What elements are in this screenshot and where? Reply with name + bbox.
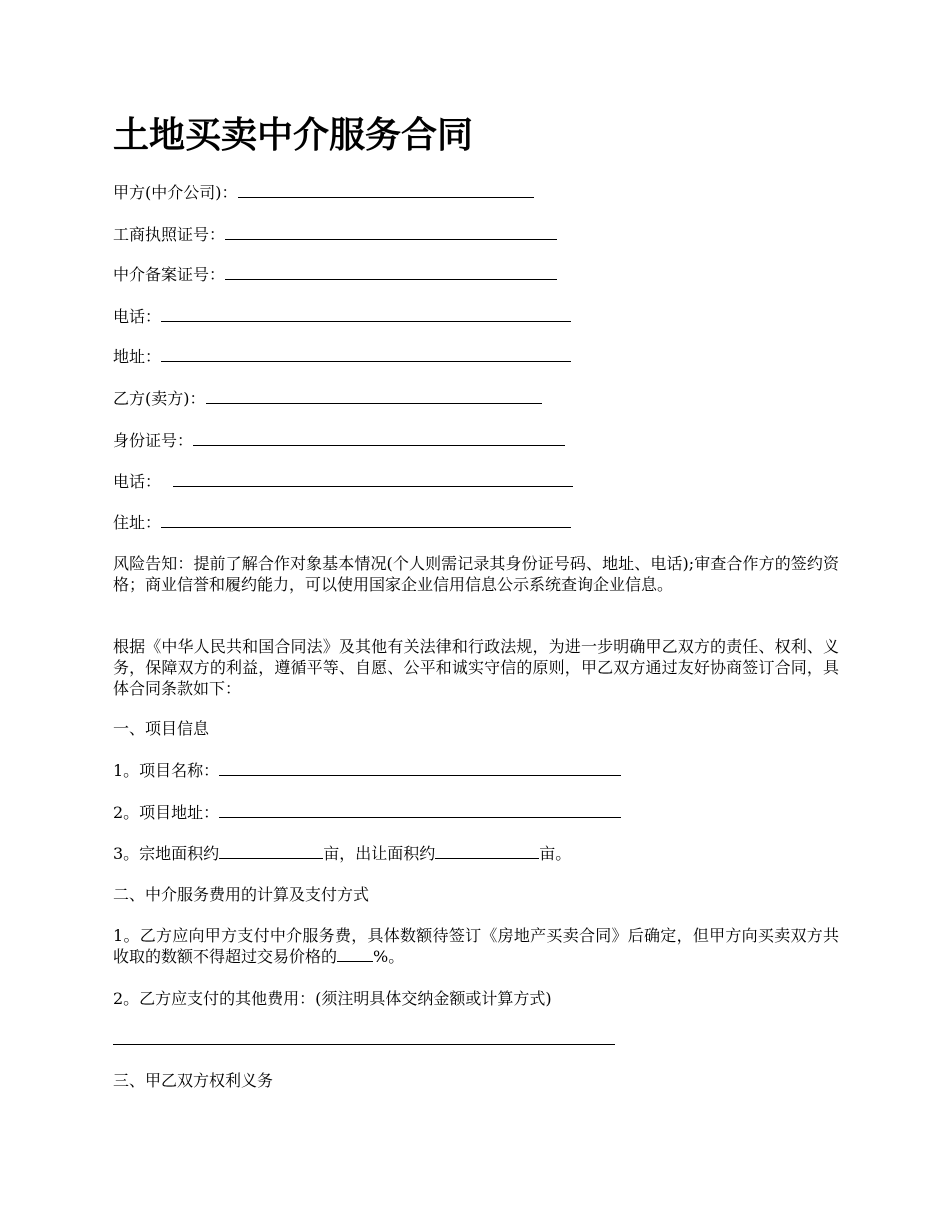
field-label: 电话： <box>113 307 162 326</box>
project-name-field <box>113 760 621 782</box>
fill-blank[interactable] <box>161 512 571 528</box>
preamble: 根据《中华人民共和国合同法》及其他有关法律和行政法规，为进一步明确甲乙双方的责任、权利、义务，保障双方的利益，遵循平等、自愿、公平和诚实守信的原则，甲乙双方通过友好协商签订合同，具体合同条款如下： <box>113 637 839 698</box>
section3-heading: 三、甲乙双方权利义务 <box>113 1071 274 1090</box>
field-address-a <box>113 346 571 368</box>
fill-blank[interactable] <box>173 471 573 487</box>
fill-blank[interactable] <box>238 182 534 198</box>
fee-clause <box>113 925 839 967</box>
fill-blank[interactable] <box>161 306 571 322</box>
field-label: 2。项目地址： <box>113 803 220 822</box>
fill-blank[interactable] <box>337 946 373 962</box>
field-phone-a <box>113 306 571 328</box>
field-party-b <box>113 388 542 410</box>
field-phone-b <box>113 471 573 493</box>
field-label: 身份证号： <box>113 431 194 450</box>
document-title: 土地买卖中介服务合同 <box>113 114 474 156</box>
field-label: 1。项目名称： <box>113 761 220 780</box>
field-label: 工商执照证号： <box>113 225 226 244</box>
field-agency-record <box>113 264 557 286</box>
percent-label: %。 <box>373 947 405 966</box>
transfer-area-label: 亩，出让面积约 <box>323 844 436 863</box>
field-label: 中介备案证号： <box>113 265 226 284</box>
fill-blank[interactable] <box>225 224 557 240</box>
fill-blank[interactable] <box>219 843 323 859</box>
fee-clause-text: 1。乙方应向甲方支付中介服务费，具体数额待签订《房地产买卖合同》后确定，但甲方向买卖双方共收取的数额不得超过交易价格的 <box>113 926 839 966</box>
fill-blank[interactable] <box>206 388 542 404</box>
field-residence-b <box>113 512 571 534</box>
field-label: 电话： <box>113 472 162 491</box>
unit-label: 亩。 <box>539 844 572 863</box>
other-fees-clause: 2。乙方应支付的其他费用：(须注明具体交纳金额或计算方式) <box>113 989 552 1008</box>
field-id-number <box>113 430 565 452</box>
fill-blank[interactable] <box>193 430 565 446</box>
fill-blank[interactable] <box>435 843 539 859</box>
field-label: 甲方(中介公司)： <box>113 183 238 202</box>
field-label: 地址： <box>113 347 162 366</box>
fill-blank-line[interactable] <box>113 1044 615 1045</box>
fill-blank[interactable] <box>161 346 571 362</box>
land-area-label: 3。宗地面积约 <box>113 844 220 863</box>
field-business-license <box>113 224 557 246</box>
land-area-field <box>113 843 571 865</box>
fill-blank[interactable] <box>219 760 621 776</box>
field-label: 住址： <box>113 513 162 532</box>
project-address-field <box>113 802 621 824</box>
section2-heading: 二、中介服务费用的计算及支付方式 <box>113 885 370 904</box>
fill-blank[interactable] <box>225 264 557 280</box>
field-label: 乙方(卖方)： <box>113 389 206 408</box>
field-party-a <box>113 182 534 204</box>
risk-notice: 风险告知：提前了解合作对象基本情况(个人则需记录其身份证号码、地址、电话);审查合作方的签约资格；商业信誉和履约能力，可以使用国家企业信用信息公示系统查询企业信息。 <box>113 554 839 594</box>
section1-heading: 一、项目信息 <box>113 719 210 738</box>
fill-blank[interactable] <box>219 802 621 818</box>
